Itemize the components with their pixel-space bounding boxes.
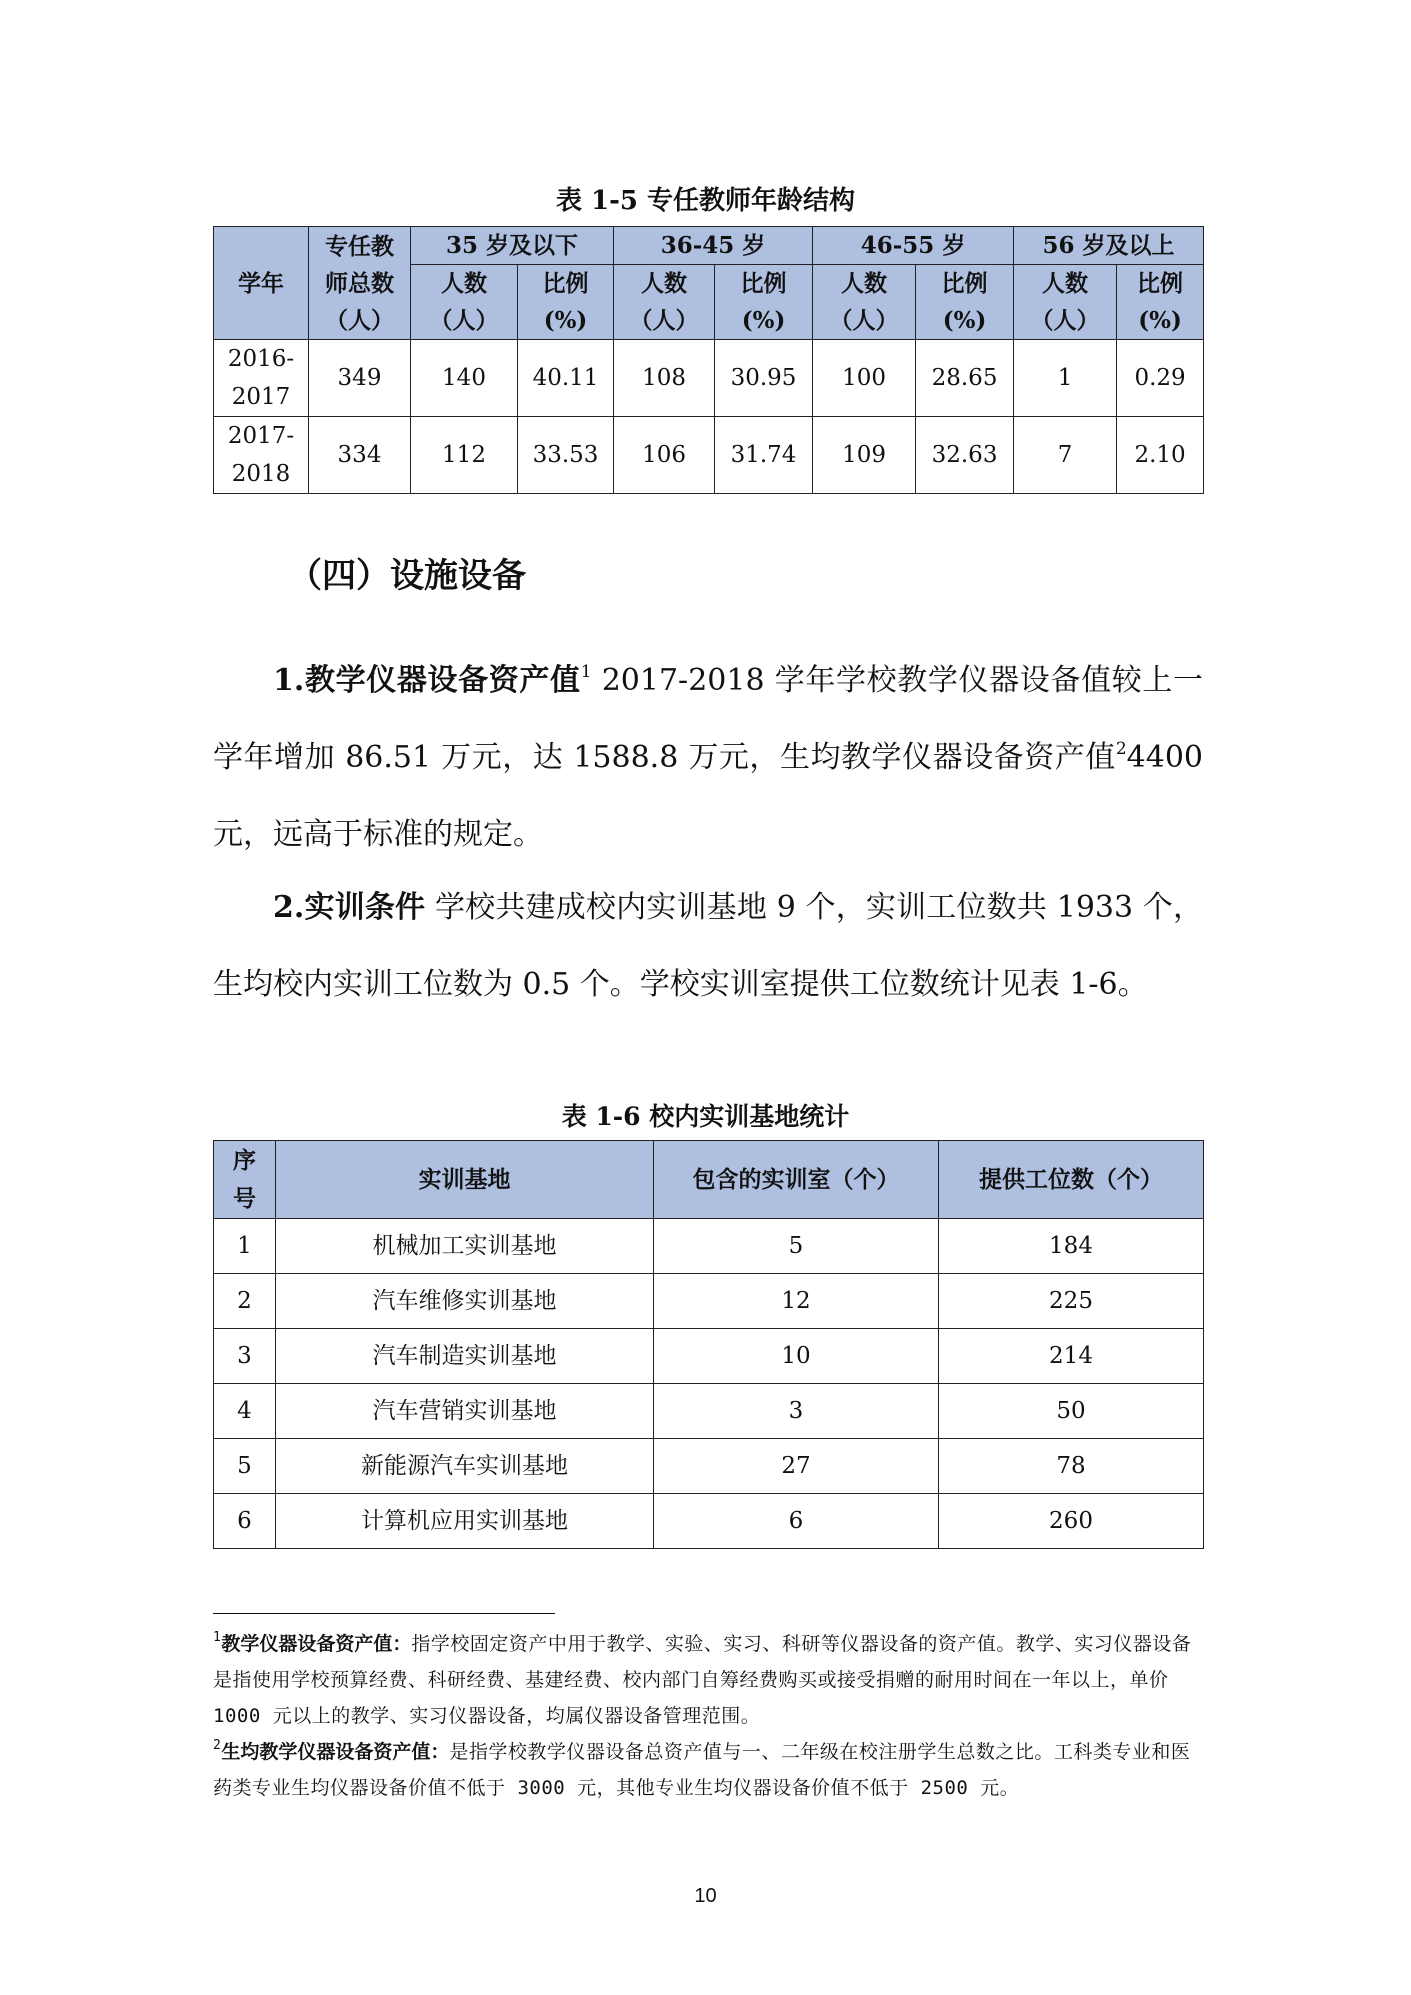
col-header-ratio: 比例 (%) (715, 265, 813, 340)
table-cell: 140 (411, 340, 518, 417)
col-header-ratio: 比例 (%) (1117, 265, 1204, 340)
footnote-ref: 1 (580, 662, 592, 682)
table-cell: 109 (813, 417, 916, 494)
table-cell: 225 (939, 1274, 1204, 1329)
table-row (214, 1494, 1204, 1549)
group-header: 46-55 岁 (813, 227, 1014, 265)
table-cell: 2.10 (1117, 417, 1204, 494)
table-cell: 汽车制造实训基地 (276, 1329, 654, 1384)
footnote-mark: 2 (213, 1737, 222, 1753)
table-cell: 1 (214, 1219, 276, 1274)
table-cell: 32.63 (916, 417, 1014, 494)
col-header-stations: 提供工位数（个） (939, 1141, 1204, 1219)
table-cell: 40.11 (518, 340, 614, 417)
table-cell: 12 (654, 1274, 939, 1329)
table-row (214, 1329, 1204, 1384)
table-cell: 78 (939, 1439, 1204, 1494)
table-1-5 (213, 226, 1204, 494)
table-cell: 27 (654, 1439, 939, 1494)
table-cell: 1 (1014, 340, 1117, 417)
table-cell: 汽车维修实训基地 (276, 1274, 654, 1329)
table-cell: 108 (614, 340, 715, 417)
table-1-6-caption: 表 1-6 校内实训基地统计 (561, 1102, 850, 1131)
group-header: 35 岁及以下 (411, 227, 614, 265)
cell-year: 2017- 2018 (214, 417, 309, 494)
footnote-ref: 2 (1115, 739, 1127, 759)
col-header-count: 人数 （人） (813, 265, 916, 340)
paragraph-equipment-value: 1.教学仪器设备资产值$^1$ 2017-2018 学年学校教学仪器设备值较上一学年增加 86.51 万元，达 1588.8 万元，生均教学仪器设备资产值$^2$4400 元，远高于标准的规定。 (213, 662, 1203, 852)
table-cell: 334 (309, 417, 411, 494)
table-row (214, 417, 1204, 494)
table-cell: 184 (939, 1219, 1204, 1274)
table-row (214, 1219, 1204, 1274)
table-cell: 2 (214, 1274, 276, 1329)
table-cell: 260 (939, 1494, 1204, 1549)
paragraph-lead: 2.实训条件 (273, 890, 426, 925)
table-cell: 机械加工实训基地 (276, 1219, 654, 1274)
group-header: 36-45 岁 (614, 227, 813, 265)
table-cell: 3 (214, 1329, 276, 1384)
table-cell: 106 (614, 417, 715, 494)
table-row (214, 340, 1204, 417)
col-header-count: 人数 （人） (411, 265, 518, 340)
col-header-base: 实训基地 (276, 1141, 654, 1219)
table-cell: 214 (939, 1329, 1204, 1384)
footnote-1: $^1$教学仪器设备资产值：指学校固定资产中用于教学、实验、实习、科研等仪器设备的资产值。教学、实习仪器设备是指使用学校预算经费、科研经费、基建经费、校内部门自筹经费购买或接受捐赠的耐用时间在一年以上，单价 1000 元以上的教学、实习仪器设备，均属仪器设备管理范围。 (213, 1629, 1192, 1727)
footnote-term: 教学仪器设备资产值： (221, 1633, 412, 1655)
table-row (214, 1274, 1204, 1329)
table-cell: 100 (813, 340, 916, 417)
col-header-total: 专任教 师总数 （人） (309, 227, 411, 340)
table-cell: 6 (654, 1494, 939, 1549)
table-cell: 新能源汽车实训基地 (276, 1439, 654, 1494)
table-1-5-caption: 表 1-5 专任教师年龄结构 (555, 186, 856, 216)
table-cell: 4 (214, 1384, 276, 1439)
table-cell: 汽车营销实训基地 (276, 1384, 654, 1439)
table-row (214, 1439, 1204, 1494)
col-header-year: 学年 (214, 227, 309, 340)
table-cell: 112 (411, 417, 518, 494)
table-row (214, 1384, 1204, 1439)
footnote-term: 生均教学仪器设备资产值： (221, 1741, 450, 1763)
col-header-count: 人数 （人） (1014, 265, 1117, 340)
table-cell: 0.29 (1117, 340, 1204, 417)
table-cell: 5 (214, 1439, 276, 1494)
table-cell: 30.95 (715, 340, 813, 417)
footnote-2: $^2$生均教学仪器设备资产值：是指学校教学仪器设备总资产值与一、二年级在校注册学生总数之比。工科类专业和医药类专业生均仪器设备价值不低于 3000 元，其他专业生均仪器设备价值不低于 2500 元。 (213, 1737, 1191, 1799)
cell-year: 2016- 2017 (214, 340, 309, 417)
table-1-6 (213, 1140, 1204, 1549)
col-header-ratio: 比例 (%) (916, 265, 1014, 340)
table-cell: 28.65 (916, 340, 1014, 417)
table-cell: 10 (654, 1329, 939, 1384)
group-header: 56 岁及以上 (1014, 227, 1204, 265)
table-cell: 349 (309, 340, 411, 417)
paragraph-lead: 1.教学仪器设备资产值 (273, 663, 581, 698)
table-cell: 6 (214, 1494, 276, 1549)
paragraph-training-conditions: 2.实训条件 学校共建成校内实训基地 9 个，实训工位数共 1933 个，生均校内实训工位数为 0.5 个。学校实训室提供工位数统计见表 1-6。 (213, 890, 1203, 1002)
table-cell: 5 (654, 1219, 939, 1274)
col-header-count: 人数 （人） (614, 265, 715, 340)
table-cell: 计算机应用实训基地 (276, 1494, 654, 1549)
col-header-seq: 序 号 (214, 1141, 276, 1219)
footnote-divider (213, 1613, 555, 1614)
table-cell: 31.74 (715, 417, 813, 494)
table-header-row (214, 227, 1204, 265)
table-cell: 7 (1014, 417, 1117, 494)
table-header-row (214, 1141, 1204, 1219)
section-heading: （四）设施设备 (288, 556, 526, 596)
col-header-rooms: 包含的实训室（个） (654, 1141, 939, 1219)
table-cell: 50 (939, 1384, 1204, 1439)
table-cell: 3 (654, 1384, 939, 1439)
table-cell: 33.53 (518, 417, 614, 494)
page-number: 10 (694, 1885, 717, 1907)
col-header-ratio: 比例 (%) (518, 265, 614, 340)
footnote-mark: 1 (213, 1629, 222, 1645)
